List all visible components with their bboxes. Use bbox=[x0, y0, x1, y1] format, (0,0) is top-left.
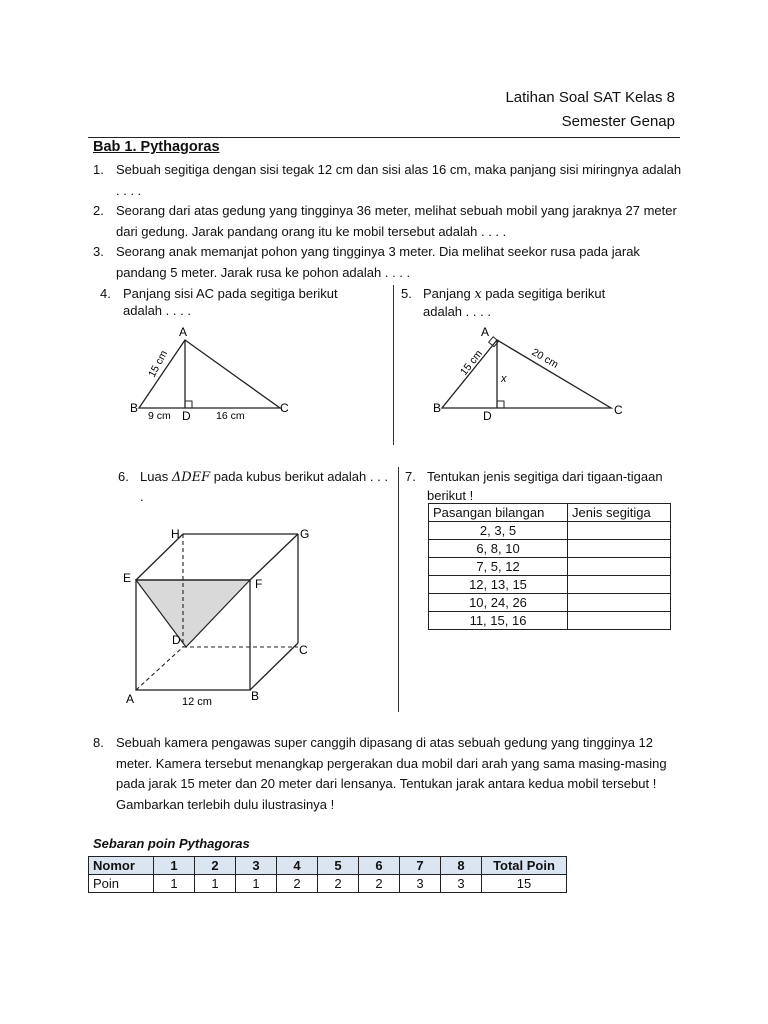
question-number: 1. bbox=[93, 162, 104, 177]
label-g: G bbox=[300, 527, 310, 541]
table-cell: 15 bbox=[482, 875, 567, 893]
table-header: 2 bbox=[195, 857, 236, 875]
right-angle-mark bbox=[497, 401, 504, 408]
table-header: Total Poin bbox=[482, 857, 567, 875]
table-row bbox=[429, 576, 671, 594]
question-1 bbox=[93, 160, 683, 201]
question-number: 8. bbox=[93, 735, 104, 750]
question-text bbox=[423, 285, 641, 320]
table-cell: 1 bbox=[236, 875, 277, 893]
table-row bbox=[429, 612, 671, 630]
header-title: Latihan Soal SAT Kelas 8 bbox=[505, 89, 675, 106]
question-text: Seorang anak memanjat pohon yang tingginya 3 meter. Dia melihat seekor rusa pada jarak pandang 5 meter. Jarak rusa ke pohon adalah . . . . bbox=[116, 244, 640, 280]
table-row bbox=[429, 594, 671, 612]
table-row bbox=[429, 558, 671, 576]
points-title: Sebaran poin Pythagoras bbox=[93, 836, 250, 851]
table-cell: 3 bbox=[400, 875, 441, 893]
question-8 bbox=[93, 733, 683, 815]
label-c: C bbox=[299, 643, 308, 657]
table-cell: 3 bbox=[441, 875, 482, 893]
triangle-def bbox=[136, 580, 250, 647]
question-number: 4. bbox=[100, 286, 111, 301]
question-text-body: Panjang sisi AC pada segitiga berikut adalah . . . . bbox=[123, 286, 338, 318]
question-text-after: pada kubus berikut adalah . . . . bbox=[140, 469, 388, 504]
label-h: H bbox=[171, 527, 180, 541]
label-bd-length: 9 cm bbox=[148, 410, 171, 422]
question-text: Sebuah segitiga dengan sisi tegak 12 cm dan sisi alas 16 cm, maka panjang sisi miringnya adalah . . . . bbox=[116, 162, 682, 198]
question-text: Seorang dari atas gedung yang tingginya 36 meter, melihat sebuah mobil yang jaraknya 27 meter dari gedung. Jarak pandang orang itu ke mobil tersebut adalah . . . . bbox=[116, 203, 677, 239]
question-text bbox=[123, 285, 380, 319]
answer-cell[interactable] bbox=[568, 522, 671, 540]
table-cell: 11, 15, 16 bbox=[429, 612, 568, 630]
question-5 bbox=[401, 285, 641, 320]
figure-5-triangle bbox=[425, 320, 635, 425]
label-f: F bbox=[255, 577, 263, 591]
label-ab-length: 15 cm bbox=[146, 348, 171, 380]
table-cell: 6, 8, 10 bbox=[429, 540, 568, 558]
label-b: B bbox=[251, 689, 260, 703]
question-3 bbox=[93, 242, 683, 283]
question-text-after: pada segitiga berikut adalah . . . . bbox=[423, 286, 606, 319]
answer-cell[interactable] bbox=[568, 612, 671, 630]
table-header: 7 bbox=[400, 857, 441, 875]
table-cell: 10, 24, 26 bbox=[429, 594, 568, 612]
points-row bbox=[89, 875, 567, 893]
question-2 bbox=[93, 201, 683, 242]
points-table bbox=[88, 856, 567, 893]
question-number: 6. bbox=[118, 469, 129, 484]
question-number: 2. bbox=[93, 203, 104, 218]
label-a: A bbox=[179, 325, 188, 339]
question-text-before: Luas bbox=[140, 469, 172, 484]
label-d: D bbox=[172, 633, 181, 647]
question-number: 3. bbox=[93, 244, 104, 259]
question-number: 5. bbox=[401, 286, 412, 301]
table-cell: 12, 13, 15 bbox=[429, 576, 568, 594]
label-x: x bbox=[501, 373, 507, 385]
table-row bbox=[429, 540, 671, 558]
table-header: Pasangan bilangan bbox=[429, 504, 568, 522]
question-text-before: Panjang bbox=[423, 286, 475, 301]
table-cell: 2, 3, 5 bbox=[429, 522, 568, 540]
answer-cell[interactable] bbox=[568, 558, 671, 576]
points-header-row bbox=[89, 857, 567, 875]
label-a: A bbox=[481, 325, 490, 339]
label-a: A bbox=[126, 692, 135, 706]
label-ab-length: 15 cm bbox=[457, 347, 485, 378]
question-text: Tentukan jenis segitiga dari tigaan-tigaan berikut ! bbox=[427, 469, 663, 503]
hidden-edge-ad bbox=[136, 647, 183, 690]
table-header-row bbox=[429, 504, 671, 522]
answer-cell[interactable] bbox=[568, 594, 671, 612]
label-c: C bbox=[280, 401, 289, 415]
answer-cell[interactable] bbox=[568, 576, 671, 594]
label-edge-length: 12 cm bbox=[182, 696, 212, 708]
edge-fg bbox=[250, 534, 298, 580]
table-header: 1 bbox=[154, 857, 195, 875]
table-cell: 1 bbox=[195, 875, 236, 893]
label-dc-length: 16 cm bbox=[216, 410, 245, 422]
label-b: B bbox=[433, 401, 442, 415]
variable-def: ΔDEF bbox=[171, 470, 211, 485]
table-cell: 2 bbox=[277, 875, 318, 893]
table-header: 3 bbox=[236, 857, 277, 875]
label-b: B bbox=[130, 401, 139, 415]
figure-6-cube bbox=[118, 520, 328, 715]
column-divider-2 bbox=[398, 467, 399, 712]
table-row bbox=[429, 522, 671, 540]
table-cell: 7, 5, 12 bbox=[429, 558, 568, 576]
question-7 bbox=[405, 467, 665, 505]
label-e: E bbox=[123, 571, 132, 585]
edge-bc bbox=[250, 643, 298, 690]
label-c: C bbox=[614, 403, 623, 417]
question-text: Sebuah kamera pengawas super canggih dipasang di atas sebuah gedung yang tingginya 12 meter. Kamera tersebut menangkap pergerakan dua mobil dari arah yang sama masing-masing pada jarak 15 meter dan 20 meter dari lensanya. Tentukan jarak antara kedua mobil tersebut ! Gambarkan terlebih dulu ilustrasinya ! bbox=[116, 735, 667, 812]
variable-x: x bbox=[474, 287, 482, 302]
table-header: 4 bbox=[277, 857, 318, 875]
figure-4-triangle bbox=[120, 320, 300, 425]
table-header: Jenis segitiga bbox=[568, 504, 671, 522]
table-cell: 1 bbox=[154, 875, 195, 893]
triples-table bbox=[428, 503, 671, 630]
table-cell: Poin bbox=[89, 875, 154, 893]
question-text bbox=[140, 467, 393, 506]
question-number: 7. bbox=[405, 469, 416, 484]
right-angle-mark bbox=[185, 401, 192, 408]
table-cell: 2 bbox=[359, 875, 400, 893]
table-header: 5 bbox=[318, 857, 359, 875]
header-subtitle: Semester Genap bbox=[561, 113, 675, 130]
label-d: D bbox=[483, 409, 492, 423]
table-header: 8 bbox=[441, 857, 482, 875]
column-divider bbox=[393, 285, 394, 445]
header-rule bbox=[88, 137, 680, 138]
label-ac-length: 20 cm bbox=[529, 346, 561, 371]
table-header: 6 bbox=[359, 857, 400, 875]
label-d: D bbox=[182, 409, 191, 423]
table-cell: 2 bbox=[318, 875, 359, 893]
question-6 bbox=[118, 467, 393, 506]
table-header: Nomor bbox=[89, 857, 154, 875]
answer-cell[interactable] bbox=[568, 540, 671, 558]
question-4 bbox=[100, 285, 380, 319]
chapter-title: Bab 1. Pythagoras bbox=[93, 139, 220, 155]
